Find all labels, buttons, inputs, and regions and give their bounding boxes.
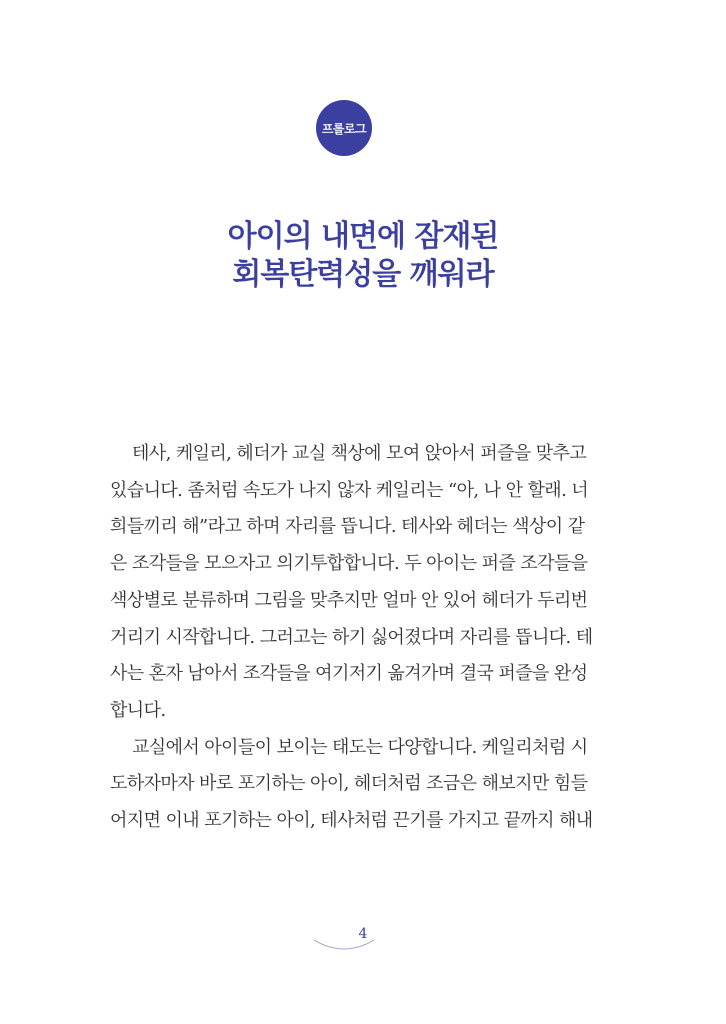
body-line: 색상별로 분류하며 그림을 맞추지만 얼마 안 있어 헤더가 두리번	[110, 589, 588, 611]
body-line: 있습니다. 좀처럼 속도가 나지 않자 케일리는 “아, 나 안 할래. 너	[110, 479, 589, 501]
chapter-title	[0, 218, 726, 294]
body-line: 은 조각들을 모으자고 의기투합합니다. 두 아이는 퍼즐 조각들을	[110, 553, 588, 575]
body-line: 도하자마자 바로 포기하는 아이, 헤더처럼 조금은 해보지만 힘들	[110, 773, 588, 795]
page-number-arc-decoration	[313, 938, 375, 954]
body-line: 희들끼리 해”라고 하며 자리를 뜹니다. 테사와 헤더는 색상이 같	[110, 516, 585, 538]
body-text	[110, 436, 593, 840]
title-line: 회복탄력성을 깨워라	[232, 257, 494, 292]
page-number: 4	[358, 926, 368, 942]
body-line: 합니다.	[110, 699, 166, 721]
body-line: 거리기 시작합니다. 그러고는 하기 싫어졌다며 자리를 뜹니다. 테	[110, 626, 593, 648]
body-line: 교실에서 아이들이 보이는 태도는 다양합니다. 케일리처럼 시	[132, 736, 588, 758]
prologue-badge: 프롤로그	[316, 100, 372, 156]
body-line: 테사, 케일리, 헤더가 교실 책상에 모여 앉아서 퍼즐을 맞추고	[132, 443, 587, 464]
body-line: 어지면 이내 포기하는 아이, 테사처럼 끈기를 가지고 끝까지 해내	[110, 810, 593, 832]
title-line: 아이의 내면에 잠재된	[227, 219, 499, 254]
body-line: 사는 혼자 남아서 조각들을 여기저기 옮겨가며 결국 퍼즐을 완성	[110, 663, 588, 685]
